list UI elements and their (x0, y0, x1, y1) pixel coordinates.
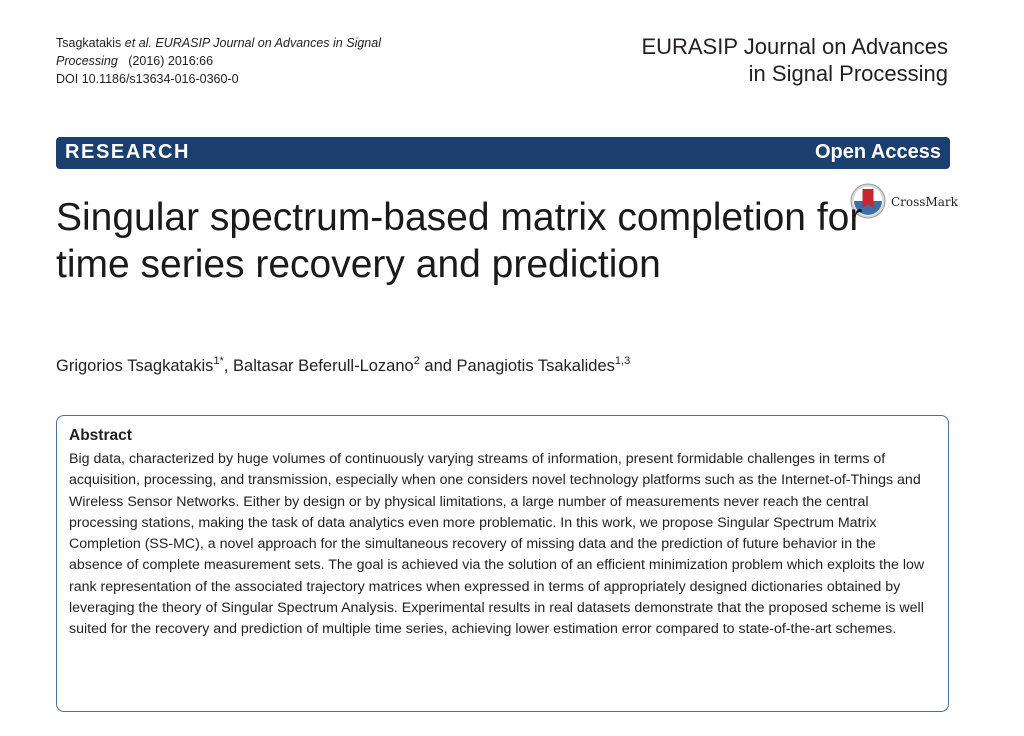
abstract-box (56, 415, 949, 712)
article-type-label: RESEARCH (65, 141, 191, 163)
abstract-heading: Abstract (69, 427, 132, 444)
crossmark-label: CrossMark (891, 195, 958, 209)
author-name[interactable]: Baltasar Beferull-Lozano (233, 357, 414, 375)
author-affiliation: 1* (213, 355, 224, 367)
journal-header (641, 33, 948, 87)
author-affiliation: 1,3 (614, 355, 631, 367)
citation-block (56, 34, 381, 88)
author-list (56, 355, 630, 376)
citation-line-2 (56, 52, 381, 70)
author-separator: and (419, 357, 457, 375)
citation-authors: Tsagkatakis (56, 36, 122, 50)
citation-journal: EURASIP Journal on Advances in Signal (155, 36, 381, 50)
author-affiliation: 2 (413, 355, 420, 367)
author-separator: , (223, 357, 234, 375)
journal-header-line-1: EURASIP Journal on Advances (641, 34, 948, 59)
citation-doi[interactable]: DOI 10.1186/s13634-016-0360-0 (56, 72, 239, 86)
abstract-text: Big data, characterized by huge volumes of continuously varying streams of information, present formidable challenges in terms of acquisition, processing, and transmission, especially when one considers novel technology platforms such as the Internet-of-Things and Wireless Sensor Networks. Either by design or by physical limitations, a large number of measurements never reach the central processing stations, making the task of data analytics even more problematic. In this work, we propose Singular Spectrum Matrix Completion (SS-MC), a novel approach for the simultaneous recovery of missing data and the prediction of future behavior in the absence of complete measurement sets. The goal is achieved via the solution of an efficient minimization problem which exploits the low rank representation of the associated trajectory matrices when expressed in terms of appropriately designed dictionaries obtained by leveraging the theory of Singular Spectrum Analysis. Experimental results in real datasets demonstrate that the proposed scheme is well suited for the recovery and prediction of multiple time series, achieving lower estimation error compared to state-of-the-art schemes. (69, 451, 925, 638)
citation-line-1 (56, 34, 381, 52)
author-name[interactable]: Panagiotis Tsakalides (456, 357, 615, 375)
citation-year-volume: (2016) 2016:66 (128, 54, 214, 68)
citation-journal-cont: Processing (56, 54, 118, 68)
article-title: Singular spectrum-based matrix completion for time series recovery and prediction (56, 196, 863, 286)
citation-etal: et al. (124, 36, 152, 50)
open-access-label[interactable]: Open Access (815, 141, 941, 163)
author-name[interactable]: Grigorios Tsagkatakis (56, 357, 214, 375)
article-type-banner (56, 137, 950, 169)
journal-header-line-2: in Signal Processing (748, 61, 948, 86)
